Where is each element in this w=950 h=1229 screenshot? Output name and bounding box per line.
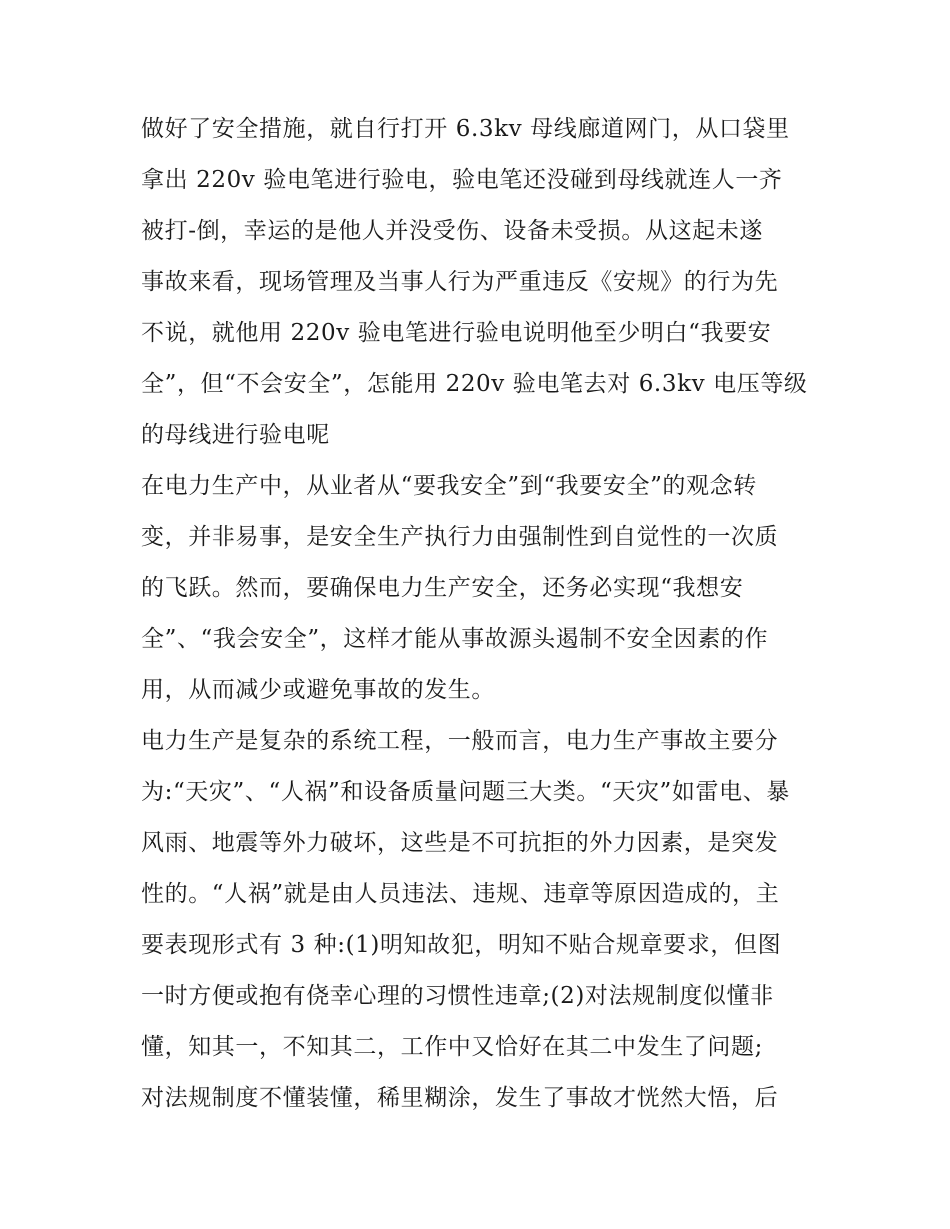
text-line: 事故来看，现场管理及当事人行为严重违反《安规》的行为先 <box>141 269 779 295</box>
text-line: 的飞跃。然而，要确保电力生产安全，还务必实现“我想安 <box>141 575 744 601</box>
text-line: 在电力生产中，从业者从“要我安全”到“我要安全”的观念转 <box>141 473 757 499</box>
text-line: 对法规制度不懂装懂，稀里糊涂，发生了事故才恍然大悟，后 <box>141 1085 779 1111</box>
text-line: 用，从而减少或避免事故的发生。 <box>141 677 495 703</box>
text-line: 拿出 220v 验电笔进行验电，验电笔还没碰到母线就连人一齐 <box>141 167 783 193</box>
text-line: 懂，知其一，不知其二，工作中又恰好在其二中发生了问题; <box>141 1034 763 1060</box>
text-line: 做好了安全措施，就自行打开 6.3kv 母线廊道网门，从口袋里 <box>141 116 790 142</box>
text-line: 不说，就他用 220v 验电笔进行验电说明他至少明白“我要安 <box>141 320 772 346</box>
text-line: 性的。“人祸”就是由人员违法、违规、违章等原因造成的，主 <box>141 881 780 907</box>
text-line: 风雨、地震等外力破坏，这些是不可抗拒的外力因素，是突发 <box>141 830 779 856</box>
text-line: 的母线进行验电呢 <box>141 422 330 448</box>
text-line: 一时方便或抱有侥幸心理的习惯性违章;(2)对法规制度似懂非 <box>141 983 774 1009</box>
text-line: 电力生产是复杂的系统工程，一般而言，电力生产事故主要分 <box>141 728 779 754</box>
text-line: 被打-倒，幸运的是他人并没受伤、设备未受损。从这起未遂 <box>141 218 763 244</box>
text-line: 全”、“我会安全”，这样才能从事故源头遏制不安全因素的作 <box>141 626 769 652</box>
text-line: 变，并非易事，是安全生产执行力由强制性到自觉性的一次质 <box>141 524 779 550</box>
text-line: 为:“天灾”、“人祸”和设备质量问题三大类。“天灾”如雷电、暴 <box>141 779 790 805</box>
text-line: 要表现形式有 3 种:(1)明知故犯，明知不贴合规章要求，但图 <box>141 932 782 958</box>
text-line: 全”，但“不会安全”，怎能用 220v 验电笔去对 6.3kv 电压等级 <box>141 371 808 397</box>
